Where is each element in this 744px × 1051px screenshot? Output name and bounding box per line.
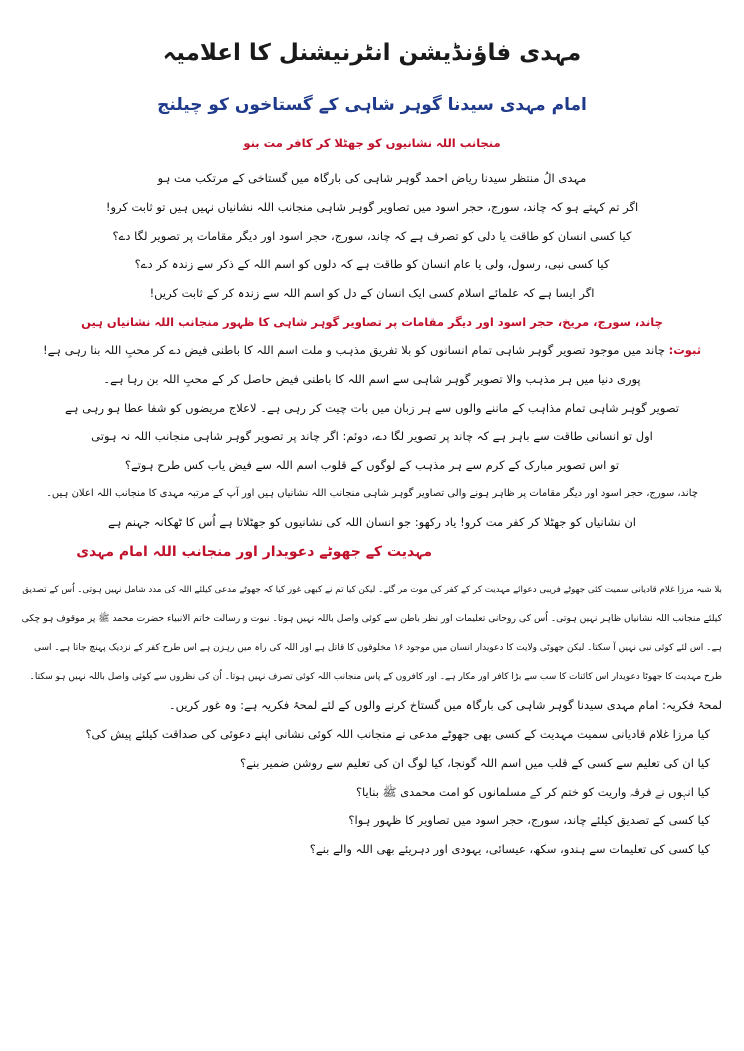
proof-line: تو اس تصویر مبارک کے کرم سے ہر مذہب کے لوگوں کے قلوب اسم اللہ سے فیض یاب کس طرح ہوتے؟	[124, 458, 620, 472]
tagline: منجانب اللہ نشانیوں کو جھٹلا کر کافر مت بنو	[243, 136, 501, 150]
proof-text: چاند میں موجود تصویر گوہر شاہی تمام انسانوں کو بلا تفریق مذہب و ملت اسم اللہ کا باطنی فیض دے کر محبِ اللہ بنا رہی ہے!	[42, 343, 665, 357]
question-item: کیا کسی کے تصدیق کیلئے چاند، سورج، حجر اسود میں تصاویر کا ظہور ہوا؟	[348, 813, 710, 827]
highlight-line: چاند، سورج، مریخ، حجر اسود اور دیگر مقامات پر تصاویر گوہر شاہی کا ظہور منجانب اللہ نشانیاں ہیں	[81, 315, 663, 329]
challenge-line: اگر تم کہتے ہو کہ چاند، سورج، حجر اسود میں تصاویر گوہر شاہی منجانب اللہ نشانیاں نہیں ہیں تو ثابت کرو!	[105, 200, 639, 214]
challenge-line: کیا کسی انسان کو طاقت یا دلی کو تصرف ہے کہ چاند، سورج، حجر اسود اور دیگر مقامات پر تصویر لگا دے؟	[112, 229, 632, 243]
proof-line: پوری دنیا میں ہر مذہب والا تصویر گوہر شاہی سے اسم اللہ کا باطنی فیض حاصل کر کے محبِ اللہ بن رہا ہے۔	[103, 372, 641, 386]
proof-line: تصویر گوہر شاہی تمام مذاہب کے ماننے والوں سے ہر زبان میں بات چیت کر رہی ہے۔ لاعلاج مریضوں کو شفا عطا ہو رہی ہے	[64, 401, 679, 415]
challenge-line: مہدی الُ منتظر سیدنا ریاض احمد گوہر شاہی کی بارگاہ میں گستاخی کے مرتکب مت ہو	[157, 171, 587, 185]
section-heading: مہدیت کے جھوٹے دعویدار اور منجانب اللہ امام مہدی	[76, 544, 432, 560]
question-item: کیا انہوں نے فرقہ واریت کو ختم کر کے مسلمانوں کو امت محمدی ﷺ بنایا؟	[355, 785, 710, 799]
proof-line	[40, 342, 704, 358]
document-subtitle: امام مہدی سیدنا گوہر شاہی کے گستاخوں کو چیلنج	[157, 95, 587, 115]
question-item: کیا مرزا غلام قادیانی سمیت مہدیت کے کسی بھی جھوٹے مدعی نے منجانب اللہ کوئی نشانی اپنے دعوئی کی صداقت کیلئے پیش کی؟	[85, 727, 710, 741]
document-title: مہدی فاؤنڈیشن انٹرنیشنل کا اعلامیہ	[162, 40, 582, 66]
paragraph-line: کیلئے منجانب اللہ نشانیاں ظاہر نہیں ہوتی۔ اُس کی روحانی تعلیمات اور نظر باطن سے کوئی واصل باللہ نہیں ہوتا۔ نبوت و رسالت خاتم الانبیاء حضرت محمد ﷺ پر موقوف ہو چکی	[21, 613, 722, 624]
challenge-line: کیا کسی نبی، رسول، ولی یا عام انسان کو طاقت ہے کہ دلوں کو اسم اللہ کے ذکر سے زندہ کر دے؟	[134, 257, 610, 271]
paragraph-line: بلا شبہ مرزا غلام قادیانی سمیت کئی جھوٹے فریبی دعوائے مہدیت کر کے کفر کی موت مر گئے۔ لیکن کیا تم نے کبھی غور کیا کہ جھوٹے مدعی کیلئے اللہ کی مدد شامل نہیں ہوتی۔ اُس کے تصدیق	[22, 585, 722, 595]
proof-line: اول تو انسانی طاقت سے باہر ہے کہ چاند پر تصویر لگا دے، دوئم: اگر چاند پر تصویر گوہر شاہی منجانب اللہ نہ ہوتی	[91, 429, 653, 443]
proof-line: ان نشانیاں کو جھٹلا کر کفر مت کرو! یاد رکھو: جو انسان اللہ کی نشانیوں کو جھٹلاتا ہے اُس کا ٹھکانہ جہنم ہے	[108, 515, 636, 529]
question-item: کیا ان کی تعلیم سے کسی کے قلب میں اسم اللہ گونجا، کیا لوگ ان کی تعلیم سے روشن ضمیر بنے؟	[240, 756, 710, 770]
reflection-line: لمحۂ فکریہ: امام مہدی سیدنا گوہر شاہی کی بارگاہ میں گستاخ کرنے والوں کے لئے لمحۂ فکریہ ہے: وہ غور کریں۔	[168, 698, 722, 712]
paragraph-line: ہے۔ اس لئے کوئی نبی نہیں آ سکتا۔ لیکن جھوٹی ولایت کا دعویدار انسان میں موجود ۱۶ مخلوقوں کا قاتل ہے اور اللہ کی راہ میں رہزن ہے اس طرح کفر کے نزدیک پہنچ جاتا ہے۔ اسی	[33, 643, 722, 653]
paragraph-line: طرح مہدیت کا جھوٹا دعویدار اس کائنات کا سب سے بڑا کافر اور مکار ہے۔ اور کافروں کے پاس منجانب اللہ کوئی تصرف نہیں ہوتا۔ اُن کی نظروں سے کوئی واصل باللہ نہیں ہو سکتا۔	[29, 672, 722, 682]
proof-line: چاند، سورج، حجر اسود اور دیگر مقامات پر ظاہر ہونے والی تصاویر گوہر شاہی منجانب اللہ نشانیاں ہیں اور آپ کے مرتبہ مہدی کا منجانب اللہ اعلان ہیں۔	[46, 488, 698, 499]
proof-label: ثبوت:	[668, 343, 702, 357]
question-item: کیا کسی کی تعلیمات سے ہندو، سکھ، عیسائی، یہودی اور دہریئے بھی اللہ والے بنے؟	[309, 842, 710, 856]
challenge-line: اگر ایسا ہے کہ علمائے اسلام کسی ایک انسان کے دل کو اسم اللہ سے زندہ کر کے ثابت کریں!	[149, 286, 595, 300]
